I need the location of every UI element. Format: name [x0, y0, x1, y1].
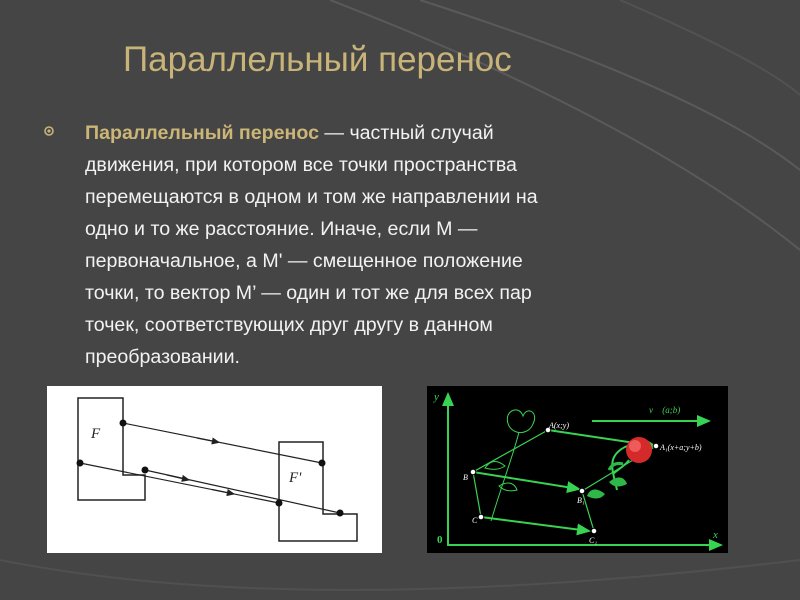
term-highlight: Параллельный перенос — [85, 122, 319, 144]
point-dot — [337, 510, 344, 517]
label-c: C — [472, 516, 478, 525]
bullet-line-7: точек, соответствующих друг другу в данном — [85, 314, 493, 336]
ring-bullet-icon — [44, 126, 54, 136]
point-a1 — [653, 443, 659, 449]
shape-f — [78, 398, 145, 500]
label-a: A(x;y) — [549, 421, 569, 430]
bullet-paragraph — [40, 117, 720, 373]
point-dot — [319, 460, 326, 467]
arrow-b-b1 — [473, 472, 579, 489]
axis-x-label: x — [713, 529, 718, 541]
translation-line-2 — [80, 463, 279, 503]
bullet-line-6: точки, то вектор M’ — один и тот же для всех пар — [85, 282, 532, 304]
translation-arrow-2 — [212, 490, 234, 495]
rose-outline-icon — [485, 410, 535, 521]
origin-label: 0 — [437, 534, 443, 546]
label-f: F — [91, 426, 101, 442]
translation-figure-shapes — [47, 386, 382, 553]
bullet-line-1 — [85, 117, 720, 149]
label-b: B — [463, 473, 468, 482]
point-c1 — [591, 528, 597, 534]
arrow-c-c1 — [481, 517, 589, 531]
point-c — [478, 514, 484, 520]
bullet-line-8: преобразовании. — [85, 346, 240, 368]
coordinate-diagram — [427, 386, 728, 553]
bullet-line-1-rest: — частный случай — [318, 122, 494, 144]
point-dot — [120, 420, 127, 427]
label-b1: B₁ — [577, 496, 585, 505]
rose-filled-icon — [587, 437, 652, 498]
bullet-line-2: движения, при котором все точки пространства — [85, 154, 517, 176]
point-dot — [276, 500, 283, 507]
point-b1 — [579, 488, 585, 494]
point-b — [470, 469, 476, 475]
translation-arrow-3 — [167, 475, 189, 480]
translation-arrow-1 — [197, 438, 219, 442]
label-f-prime: F' — [289, 470, 302, 486]
label-a1: A₁(x+a;y+b) — [660, 443, 702, 452]
point-dot — [77, 460, 84, 467]
translation-line-1 — [123, 423, 322, 463]
slide-title: Параллельный перенос — [123, 40, 512, 79]
bullet-line-5: первоначальное, а M' — смещенное положение — [85, 250, 523, 272]
bullet-line-3: перемещаются в одном и том же направлении на — [85, 186, 538, 208]
shapes-diagram — [47, 386, 382, 553]
bullet-line-4: одно и то же расстояние. Иначе, если M — — [85, 218, 478, 240]
translation-figure-coordinates — [427, 386, 728, 553]
label-c1: C₁ — [589, 536, 598, 545]
vector-v-label: v⃗ (a;b) — [649, 405, 681, 415]
point-dot — [142, 467, 149, 474]
axis-y-label: y — [434, 391, 439, 403]
